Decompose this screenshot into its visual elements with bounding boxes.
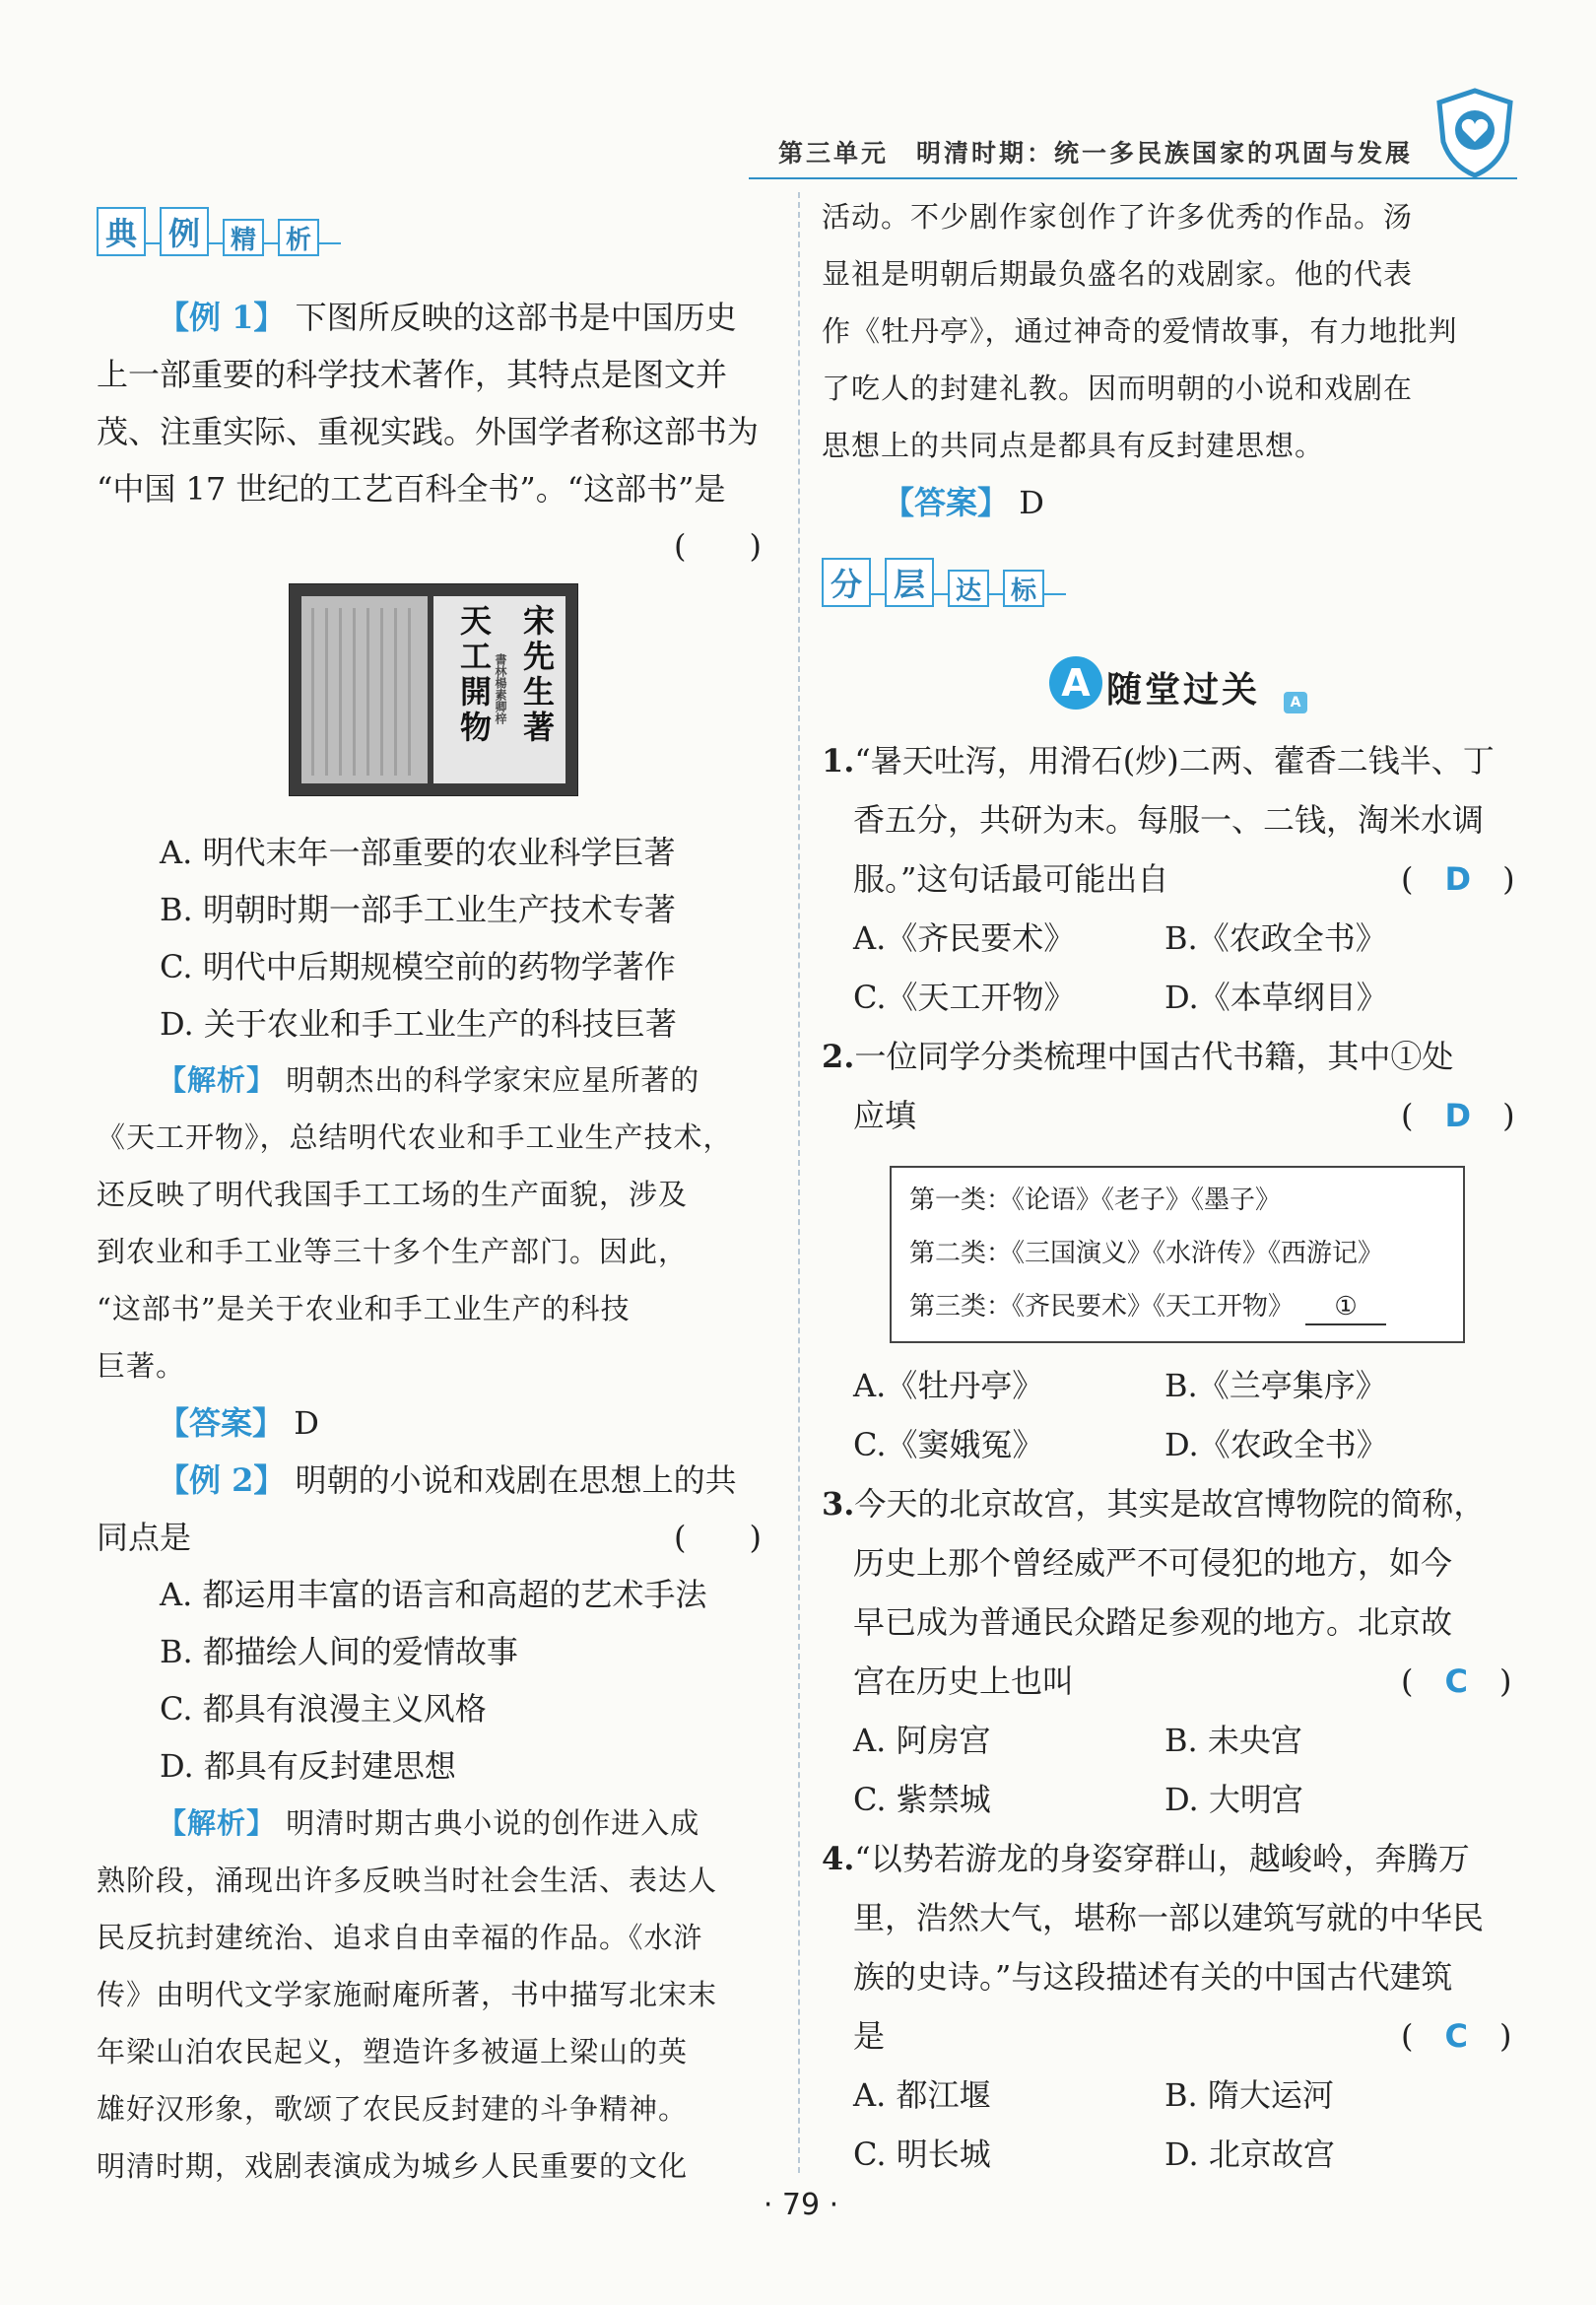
photo-text: 宋先生著 <box>518 604 556 746</box>
option: D.《农政全书》 <box>1164 1426 1388 1463</box>
table-row-text: 第三类：《齐民要术》《天工开物》 <box>909 1292 1295 1322</box>
analysis-line: “这部书”是关于农业和手工业生产的科技 <box>97 1292 631 1325</box>
option: B. 未央宫 <box>1164 1722 1302 1759</box>
section-title-char: 达 <box>948 570 989 607</box>
analysis-line: 思想上的共同点是都具有反封建思想。 <box>822 429 1325 462</box>
question-line: “暑天吐泻，用滑石(炒)二两、藿香二钱半、丁 <box>854 742 1495 780</box>
level-letter: A <box>1049 656 1102 710</box>
answer-value: D <box>1444 1097 1472 1134</box>
section-title-char: 标 <box>1003 570 1044 607</box>
example-2-line: 同点是 <box>97 1519 192 1556</box>
answer-value: C <box>1444 2017 1468 2055</box>
shield-heart-logo-icon <box>1433 87 1516 179</box>
answer-bracket: ( C ) <box>1401 2017 1512 2055</box>
section-title-char: 典 <box>97 207 146 256</box>
section-title-char: 析 <box>278 219 319 256</box>
table-row: 第二类：《三国演义》《水浒传》《西游记》 <box>909 1239 1384 1268</box>
level-label: 随堂过关 <box>1106 669 1261 711</box>
analysis-line: 巨著。 <box>97 1349 186 1383</box>
option: C. 都具有浪漫主义风格 <box>160 1690 487 1728</box>
option: D.《本草纲目》 <box>1164 979 1388 1016</box>
table-row: 第一类：《论语》《老子》《墨子》 <box>909 1186 1282 1215</box>
answer-value: D <box>294 1404 319 1442</box>
option: C. 紫禁城 <box>853 1781 991 1818</box>
analysis <box>158 1803 699 1843</box>
question-line: 里，浩然大气，堪称一部以建筑写就的中华民 <box>853 1899 1485 1936</box>
question-line: 一位同学分类梳理中国古代书籍，其中①处 <box>854 1038 1454 1075</box>
example-1-tag: 【例 1】 <box>158 299 286 336</box>
answer <box>158 1403 319 1443</box>
tiangong-kaiwu-photo <box>289 583 578 796</box>
answer-tag: 【答案】 <box>883 484 1010 521</box>
question-number: 3. <box>822 1485 855 1523</box>
question-line: 今天的北京故宫，其实是故宫博物院的简称， <box>854 1485 1486 1523</box>
example-1-line: 下图所反映的这部书是中国历史 <box>295 299 737 336</box>
question-line: 宫在历史上也叫 <box>853 1662 1075 1700</box>
question-2 <box>822 1037 1453 1076</box>
answer-bracket: ( ) <box>674 527 762 565</box>
analysis-line: 到农业和手工业等三十多个生产部门。因此， <box>97 1235 689 1268</box>
answer-tag: 【答案】 <box>158 1404 285 1442</box>
option: B. 明朝时期一部手工业生产技术专著 <box>160 891 676 928</box>
analysis-tag: 【解析】 <box>158 1063 277 1097</box>
analysis-line: 年梁山泊农民起义，塑造许多被逼上梁山的英 <box>97 2035 689 2068</box>
option: D. 大明宫 <box>1164 1781 1303 1818</box>
answer-bracket: ( D ) <box>1401 860 1515 898</box>
example-1-stem <box>158 298 737 337</box>
question-line: 族的史诗。”与这段描述有关的中国古代建筑 <box>853 1958 1453 1996</box>
option: A. 都江堰 <box>853 2076 991 2114</box>
analysis-line: 显祖是明朝后期最负盛名的戏剧家。他的代表 <box>822 257 1414 291</box>
header-rule <box>749 177 1517 179</box>
question-line: 是 <box>853 2017 886 2055</box>
unit-title: 第三单元 明清时期：统一多民族国家的巩固与发展 <box>778 139 1414 168</box>
question-line: 应填 <box>853 1097 917 1134</box>
analysis-line: 雄好汉形象，歌颂了农民反封建的斗争精神。 <box>97 2092 689 2126</box>
option: C.《窦娥冤》 <box>853 1426 1044 1463</box>
analysis-line: 熟阶段，涌现出许多反映当时社会生活、表达人 <box>97 1864 718 1897</box>
level-mini-badge: A <box>1284 692 1307 713</box>
option: D. 关于农业和手工业生产的科技巨著 <box>160 1005 677 1043</box>
option: B.《兰亭集序》 <box>1164 1367 1387 1404</box>
column-divider <box>798 192 800 2173</box>
answer-value: C <box>1444 1662 1468 1700</box>
question-line: “以势若游龙的身姿穿群山，越峻岭，奔腾万 <box>854 1840 1470 1877</box>
photo-text: 天工開物 <box>455 604 493 746</box>
analysis-line: 作《牡丹亭》，通过神奇的爱情故事，有力地批判 <box>822 314 1458 348</box>
option: B. 都描绘人间的爱情故事 <box>160 1633 518 1670</box>
analysis-line: 民反抗封建统治、追求自由幸福的作品。《水浒 <box>97 1921 703 1954</box>
option: A.《牡丹亭》 <box>853 1367 1044 1404</box>
option: B. 隋大运河 <box>1164 2076 1334 2114</box>
option: C. 明代中后期规模空前的药物学著作 <box>160 948 676 985</box>
section-title-typical-examples <box>97 207 341 256</box>
example-1-line: 上一部重要的科学技术著作，其特点是图文并 <box>97 356 728 393</box>
page-number: · 79 · <box>763 2188 839 2222</box>
option: A. 阿房宫 <box>853 1722 991 1759</box>
example-2-tag: 【例 2】 <box>158 1461 286 1499</box>
option: A. 明代末年一部重要的农业科学巨著 <box>160 834 676 871</box>
answer-bracket: ( C ) <box>1401 1662 1512 1700</box>
question-number: 2. <box>822 1038 855 1075</box>
analysis-line: 明清时期，戏剧表演成为城乡人民重要的文化 <box>97 2149 689 2183</box>
option: B.《农政全书》 <box>1164 919 1387 957</box>
answer-value: D <box>1444 860 1472 898</box>
question-line: 历史上那个曾经威严不可侵犯的地方，如今 <box>853 1544 1453 1582</box>
analysis-line: 还反映了明代我国手工工场的生产面貌，涉及 <box>97 1178 689 1211</box>
section-title-char: 分 <box>822 558 871 607</box>
analysis-line: 传》由明代文学家施耐庵所著，书中描写北宋末 <box>97 1978 718 2011</box>
question-line: 早已成为普通民众踏足参观的地方。北京故 <box>853 1603 1453 1641</box>
analysis-tag: 【解析】 <box>158 1806 277 1840</box>
option: D. 北京故宫 <box>1164 2136 1335 2173</box>
answer-bracket: ( ) <box>674 1519 762 1556</box>
analysis-line: 明清时期古典小说的创作进入成 <box>286 1806 700 1840</box>
example-1-line: “中国 17 世纪的工艺百科全书”。“这部书”是 <box>97 470 726 508</box>
question-line: 服。”这句话最可能出自 <box>853 860 1169 898</box>
answer <box>883 483 1044 522</box>
analysis-line: 明朝杰出的科学家宋应星所著的 <box>286 1063 700 1097</box>
section-title-tiered-practice <box>822 558 1066 607</box>
question-3 <box>822 1484 1485 1524</box>
book-category-table <box>890 1166 1465 1343</box>
question-number: 1. <box>822 742 855 780</box>
example-2-stem <box>158 1460 737 1500</box>
option: D. 都具有反封建思想 <box>160 1747 456 1785</box>
option: C.《天工开物》 <box>853 979 1076 1016</box>
section-title-char: 例 <box>160 207 209 256</box>
level-a-banner <box>1049 650 1315 719</box>
option: C. 明长城 <box>853 2136 991 2173</box>
photo-text: 書林楊素卿梓 <box>494 653 507 724</box>
analysis <box>158 1060 699 1100</box>
table-row <box>909 1290 1386 1325</box>
section-title-char: 精 <box>223 219 264 256</box>
option: A.《齐民要术》 <box>853 919 1076 957</box>
analysis-line: 《天工开物》，总结明代农业和手工业生产技术， <box>97 1120 733 1154</box>
option: A. 都运用丰富的语言和高超的艺术手法 <box>160 1576 707 1613</box>
answer-value: D <box>1019 484 1044 521</box>
question-4 <box>822 1839 1470 1878</box>
analysis-line: 活动。不少剧作家创作了许多优秀的作品。汤 <box>822 200 1414 234</box>
question-number: 4. <box>822 1840 855 1877</box>
fill-blank: ① <box>1305 1290 1386 1325</box>
example-1-line: 茂、注重实际、重视实践。外国学者称这部书为 <box>97 413 760 450</box>
answer-bracket: ( D ) <box>1401 1097 1515 1134</box>
question-1 <box>822 741 1495 780</box>
section-title-char: 层 <box>885 558 934 607</box>
question-line: 香五分，共研为末。每服一、二钱，淘米水调 <box>853 801 1485 839</box>
example-2-line: 明朝的小说和戏剧在思想上的共 <box>295 1461 737 1499</box>
analysis-line: 了吃人的封建礼教。因而明朝的小说和戏剧在 <box>822 372 1414 405</box>
